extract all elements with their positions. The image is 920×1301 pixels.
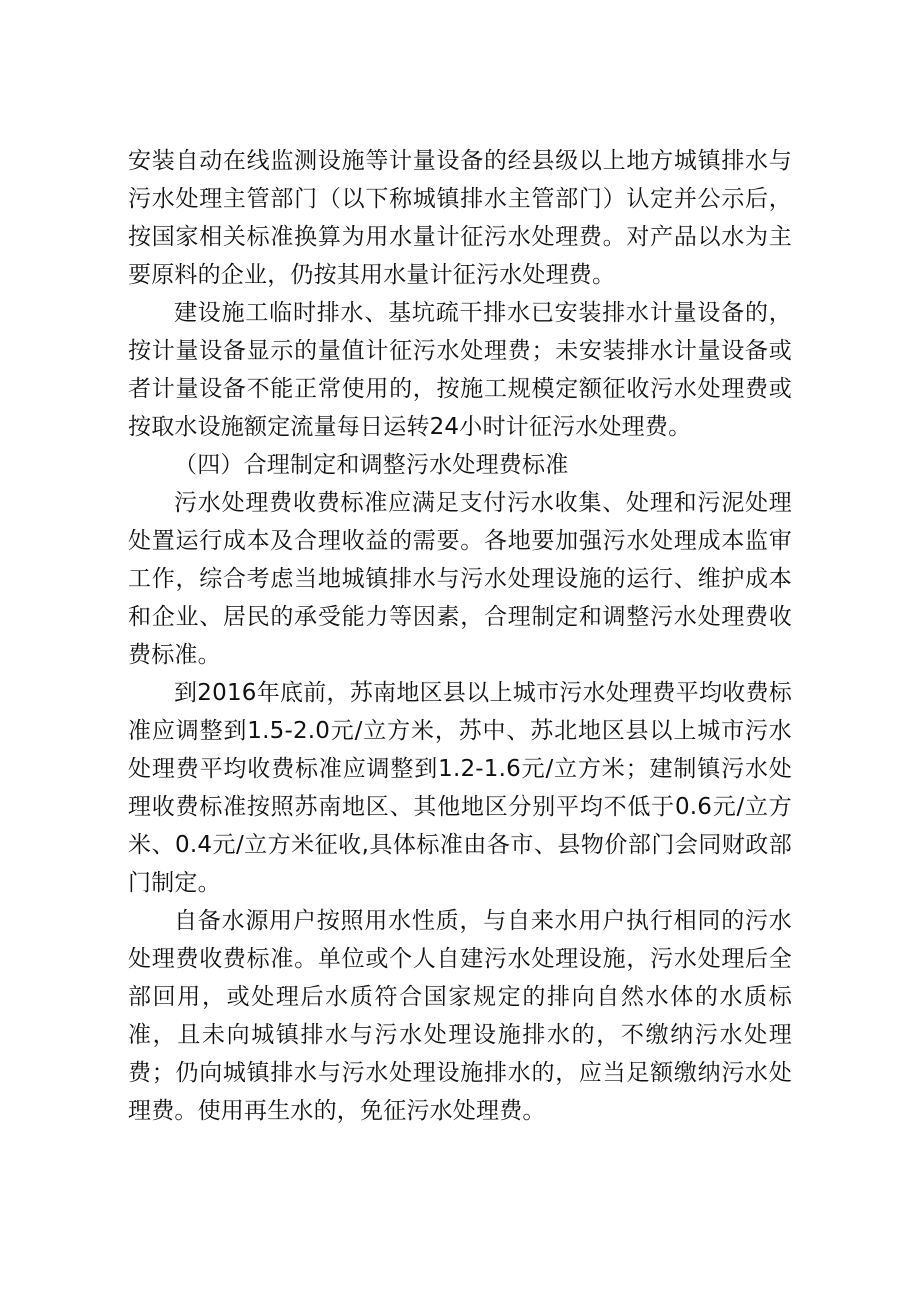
paragraph-self-supplied-water: 自备水源用户按照用水性质，与自来水用户执行相同的污水处理费收费标准。单位或个人自建污水处理设施，污水处理后全部回用，或处理后水质符合国家规定的排向自然水体的水质标准，且未向城镇排水与污水处理设施排水的，不缴纳污水处理费；仍向城镇排水与污水处理设施排水的，应当足额缴纳污水处理费。使用再生水的，免征污水处理费。: [128, 908, 792, 1124]
paragraph-metering-equipment: 安装自动在线监测设施等计量设备的经县级以上地方城镇排水与污水处理主管部门（以下称城镇排水主管部门）认定并公示后，按国家相关标准换算为用水量计征污水处理费。对产品以水为主要原料的企业，仍按其用水量计征污水处理费。: [128, 148, 792, 288]
section-heading-fee-standards: （四）合理制定和调整污水处理费标准: [174, 452, 569, 478]
document-body: [128, 142, 792, 1130]
paragraph-construction-drainage: 建设施工临时排水、基坑疏干排水已安装排水计量设备的，按计量设备显示的量值计征污水处理费；未安装排水计量设备或者计量设备不能正常使用的，按施工规模定额征收污水处理费或按取水设施额定流量每日运转24小时计征污水处理费。: [128, 300, 792, 440]
paragraph-fee-requirements: 污水处理费收费标准应满足支付污水收集、处理和污泥处理处置运行成本及合理收益的需要。各地要加强污水处理成本监审工作，综合考虑当地城镇排水与污水处理设施的运行、维护成本和企业、居民的承受能力等因素，合理制定和调整污水处理费收费标准。: [128, 490, 792, 668]
paragraph-2016-fee-targets: 到2016年底前，苏南地区县以上城市污水处理费平均收费标准应调整到1.5-2.0元/立方米，苏中、苏北地区县以上城市污水处理费平均收费标准应调整到1.2-1.6元/立方米；建制镇污水处理收费标准按照苏南地区、其他地区分别平均不低于0.6元/立方米、0.4元/立方米征收,具体标准由各市、县物价部门会同财政部门制定。: [128, 680, 792, 896]
